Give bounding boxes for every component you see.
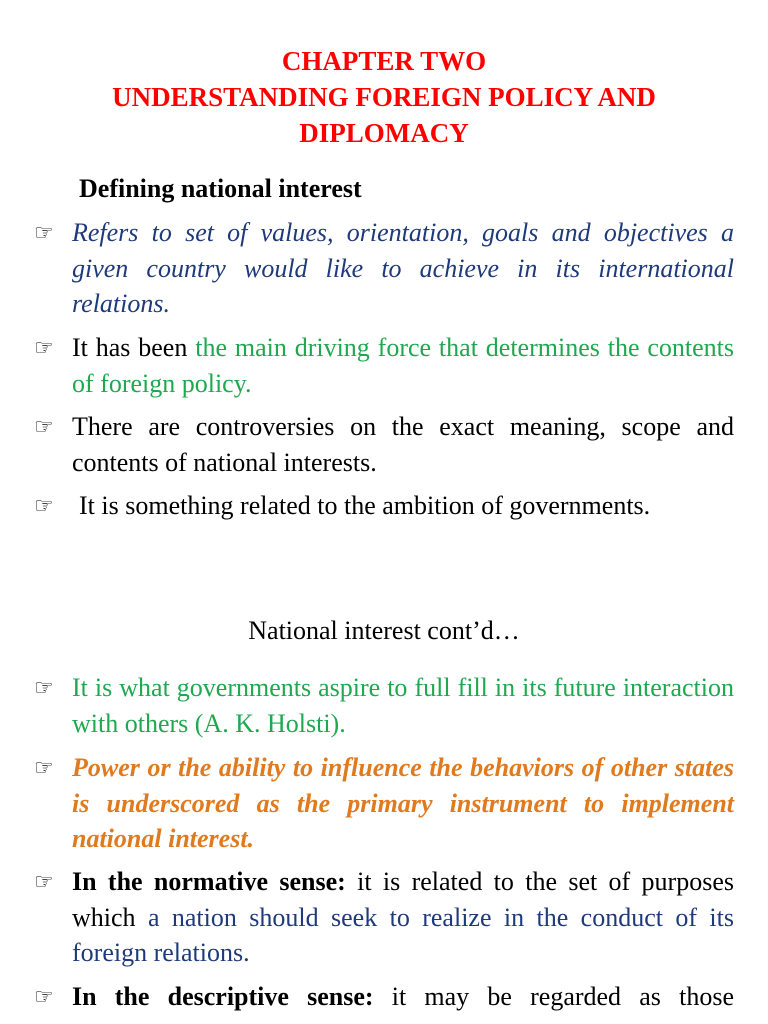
- list-item: [34, 750, 734, 857]
- bullet-text-middle: it is related to the set of purposes which: [72, 867, 734, 932]
- list-item: [34, 409, 734, 480]
- bullet-text: It is something related to the ambition of governments.: [79, 491, 651, 520]
- bullet-text: There are controversies on the exact meaning, scope and contents of national interests.: [72, 412, 734, 477]
- pointing-hand-icon: ☞: [34, 869, 54, 894]
- bullet-text-middle: it may be regarded as those: [373, 982, 734, 1011]
- section-heading-national-interest-contd: National interest cont’d…: [248, 616, 520, 645]
- pointing-hand-icon: ☞: [34, 493, 54, 518]
- pointing-hand-icon: ☞: [34, 414, 54, 439]
- bullet-text-prefix: It has been: [72, 333, 196, 362]
- pointing-hand-icon: ☞: [34, 675, 54, 700]
- pointing-hand-icon: ☞: [34, 984, 54, 1009]
- list-item: [34, 330, 734, 401]
- chapter-title: CHAPTER TWO: [281, 46, 487, 76]
- section-heading-defining-national-interest: Defining national interest: [79, 174, 362, 203]
- bullet-text: It is what governments aspire to full fill in its future interaction with others (A. K. Holsti).: [72, 673, 734, 738]
- pointing-hand-icon: ☞: [34, 755, 54, 780]
- bullet-text-highlight: the main driving force that determines the contents of foreign policy.: [72, 333, 734, 398]
- chapter-subtitle-line1: UNDERSTANDING FOREIGN POLICY AND: [112, 82, 656, 112]
- bullet-text: Power or the ability to influence the behaviors of other states is underscored as the primary instrument to implement national interest.: [72, 753, 734, 853]
- bullet-text-bold: In the descriptive sense:: [72, 982, 374, 1011]
- pointing-hand-icon: ☞: [34, 220, 54, 245]
- list-item: [34, 979, 734, 1015]
- bullet-text-bold: In the normative sense:: [72, 867, 346, 896]
- bullet-text: [72, 979, 734, 1015]
- list-item: [34, 864, 734, 971]
- bullet-text: [72, 330, 734, 401]
- pointing-hand-icon: ☞: [34, 335, 54, 360]
- bullet-text-highlight: a nation should seek to realize in the conduct of its foreign relations.: [72, 902, 735, 967]
- list-item: [34, 670, 734, 741]
- list-item: [34, 488, 734, 524]
- bullet-text: [72, 864, 734, 971]
- list-item: [34, 215, 734, 322]
- bullet-text: Refers to set of values, orientation, goals and objectives a given country would like to achieve in its international relations.: [72, 218, 734, 318]
- chapter-subtitle-line2: DIPLOMACY: [299, 118, 469, 148]
